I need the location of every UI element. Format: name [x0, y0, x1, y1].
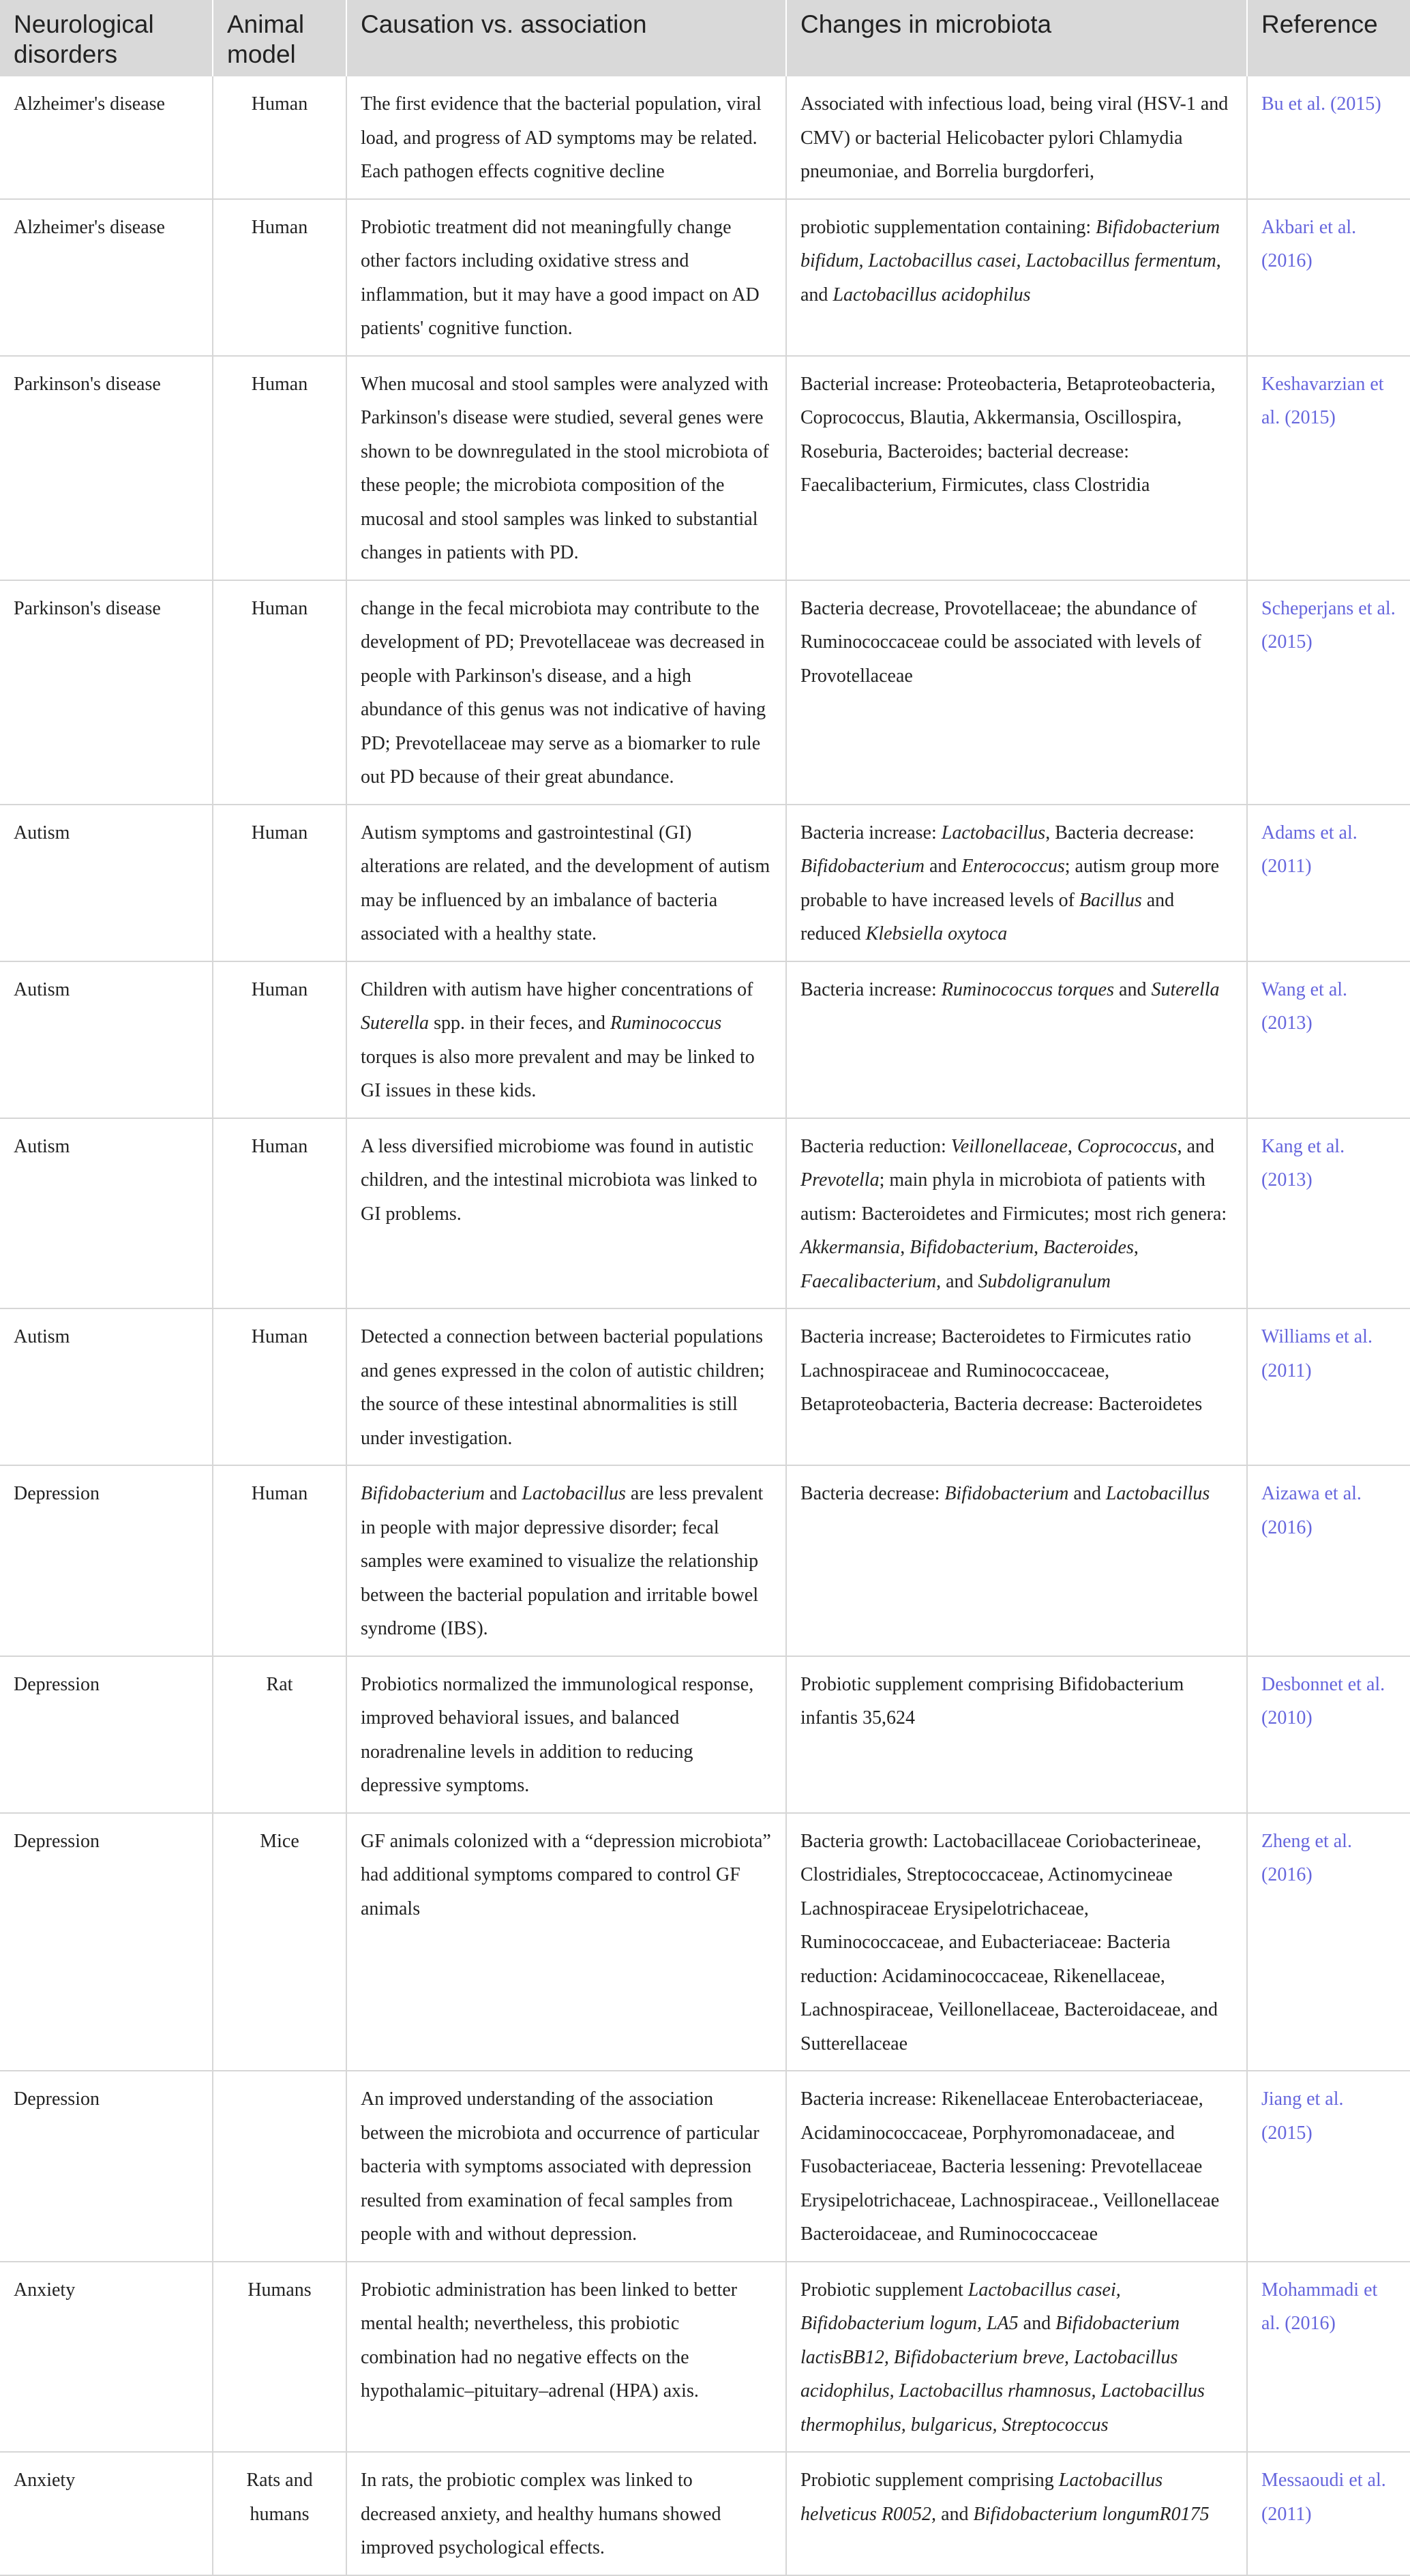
cell-disorder: Alzheimer's disease — [14, 216, 165, 238]
table-row — [0, 1308, 1410, 1465]
cell-causation-segment: are less prevalent in people with major depressive disorder; fecal samples were examined to visualize the relationship between the bacterial population and irritable bowel syndrome (IBS). — [361, 1483, 764, 1639]
cell-microbiota-changes-segment: , — [1133, 1237, 1139, 1258]
table-row — [0, 2452, 1410, 2575]
table-row — [0, 805, 1410, 961]
cell-reference: Aizawa et al. (2016) — [1247, 1465, 1410, 1656]
header-changes: Changes in microbiota — [786, 0, 1247, 76]
cell-disorder: Parkinson's disease — [14, 373, 161, 395]
cell-microbiota-changes — [786, 1465, 1247, 1656]
cell-microbiota-changes-segment: Lactobacillus acidophilus — [832, 284, 1031, 305]
cell-microbiota-changes-segment: Faecalibacterium — [800, 1270, 937, 1292]
cell-microbiota-changes-segment: ; main phyla in microbiota of patients with autism: Bacteroidetes and Firmicutes; most rich genera: — [800, 1169, 1227, 1225]
cell-animal-model: Human — [213, 1118, 346, 1309]
cell-causation: A less diversified microbiome was found in autistic children, and the intestinal microbiota was linked to GI problems. — [346, 1118, 786, 1309]
cell-causation: Probiotic treatment did not meaningfully change other factors including oxidative stress and inflammation, but it may have a good impact on AD patients' cognitive function. — [346, 199, 786, 356]
cell-microbiota-changes — [786, 805, 1247, 961]
cell-animal-model: Humans — [213, 2262, 346, 2453]
cell-animal-model: Human — [213, 580, 346, 805]
cell-microbiota-changes — [786, 2262, 1247, 2453]
table-body — [0, 76, 1410, 2575]
cell-animal-model: Human — [213, 1308, 346, 1465]
cell-microbiota-changes-segment: Probiotic supplement comprising — [800, 2470, 1059, 2491]
table-header — [0, 0, 1410, 76]
cell-microbiota-changes-segment: Klebsiella oxytoca — [865, 923, 1008, 944]
cell-microbiota-changes-segment: probiotic supplementation containing: — [800, 216, 1096, 238]
table-row — [0, 76, 1410, 199]
cell-reference: Messaoudi et al. (2011) — [1247, 2452, 1410, 2575]
cell-causation — [346, 1465, 786, 1656]
table-row — [0, 2262, 1410, 2453]
cell-causation: Probiotic administration has been linked to better mental health; nevertheless, this probiotic combination had no negative effects on the hypothalamic–pituitary–adrenal (HPA) axis. — [346, 2262, 786, 2453]
cell-reference: Keshavarzian et al. (2015) — [1247, 356, 1410, 580]
cell-disorder: Alzheimer's disease — [14, 93, 165, 115]
cell-reference: Zheng et al. (2016) — [1247, 1813, 1410, 2071]
cell-animal-model: Human — [213, 356, 346, 580]
cell-microbiota-changes-segment: Veillonellaceae — [950, 1135, 1068, 1157]
cell-microbiota-changes — [786, 2452, 1247, 2575]
cell-microbiota-changes-segment: Bifidobacterium — [800, 856, 925, 877]
cell-microbiota-changes-segment: , and — [936, 1270, 978, 1292]
header-model: Animal model — [213, 0, 346, 76]
cell-causation-segment: Suterella — [361, 1013, 430, 1034]
cell-disorder: Depression — [14, 1673, 100, 1695]
cell-animal-model: Human — [213, 199, 346, 356]
table-row — [0, 2071, 1410, 2262]
cell-microbiota-changes — [786, 199, 1247, 356]
cell-microbiota-changes: Bacteria growth: Lactobacillaceae Coriobacterineae, Clostridiales, Streptococcaceae, Actinomycineae Lachnospiraceae Erysipelotrichaceae, Ruminococcaceae, and Eubacteriaceae: Bacteria reduction: Acidaminococcaceae, Rikenellaceae, Lachnospiraceae, Veillonellaceae, Bacteroidaceae, and Sutterellaceae — [786, 1813, 1247, 2071]
cell-reference: Williams et al. (2011) — [1247, 1308, 1410, 1465]
cell-disorder: Autism — [14, 1135, 70, 1157]
cell-microbiota-changes-segment: and — [1018, 2313, 1056, 2334]
cell-microbiota-changes-segment: Akkermansia — [800, 1237, 901, 1258]
cell-causation: Autism symptoms and gastrointestinal (GI) alterations are related, and the development of autism may be influenced by an imbalance of bacteria associated with a healthy state. — [346, 805, 786, 961]
cell-causation: Detected a connection between bacterial populations and genes expressed in the colon of autistic children; the source of these intestinal abnormalities is still under investigation. — [346, 1308, 786, 1465]
cell-disorder: Autism — [14, 822, 70, 843]
cell-microbiota-changes-segment: Suterella — [1151, 978, 1220, 1000]
cell-animal-model — [213, 2071, 346, 2262]
cell-microbiota-changes-segment: and reduced — [800, 889, 1175, 944]
cell-reference: Scheperjans et al. (2015) — [1247, 580, 1410, 805]
cell-animal-model: Mice — [213, 1813, 346, 2071]
cell-reference: Akbari et al. (2016) — [1247, 199, 1410, 356]
cell-microbiota-changes-segment: , — [1034, 1237, 1044, 1258]
cell-microbiota-changes-segment: Bifidobacterium — [944, 1483, 1069, 1504]
cell-causation-segment: torques is also more prevalent and may be linked to GI issues in these kids. — [361, 1046, 755, 1101]
cell-reference: Jiang et al. (2015) — [1247, 2071, 1410, 2262]
cell-causation-segment: Children with autism have higher concentrations of — [361, 978, 753, 1000]
cell-microbiota-changes-segment: Lactobacillus casei, Bifidobacterium logum, LA5 — [800, 2279, 1121, 2334]
table-row — [0, 199, 1410, 356]
cell-causation: When mucosal and stool samples were analyzed with Parkinson's disease were studied, several genes were shown to be downregulated in the stool microbiota of these people; the microbiota composition of the mucosal and stool samples was linked to substantial changes in patients with PD. — [346, 356, 786, 580]
cell-microbiota-changes-segment: and — [924, 856, 962, 877]
cell-causation: An improved understanding of the association between the microbiota and occurrence of particular bacteria with symptoms associated with depression resulted from examination of fecal samples from people with and without depression. — [346, 2071, 786, 2262]
cell-microbiota-changes: Associated with infectious load, being viral (HSV-1 and CMV) or bacterial Helicobacter pylori Chlamydia pneumoniae, and Borrelia burgdorferi, — [786, 76, 1247, 199]
table-row — [0, 1118, 1410, 1309]
cell-causation — [346, 961, 786, 1118]
cell-animal-model: Rat — [213, 1656, 346, 1813]
header-row — [0, 0, 1410, 76]
cell-disorder: Parkinson's disease — [14, 597, 161, 619]
cell-causation: The first evidence that the bacterial population, viral load, and progress of AD symptoms may be related. Each pathogen effects cognitive decline — [346, 76, 786, 199]
cell-reference: Bu et al. (2015) — [1247, 76, 1410, 199]
cell-microbiota-changes-segment: Bifidobacterium bifidum, Lactobacillus casei, Lactobacillus fermentum — [800, 216, 1220, 271]
cell-microbiota-changes: Bacterial increase: Proteobacteria, Betaproteobacteria, Coprococcus, Blautia, Akkermansia, Oscillospira, Roseburia, Bacteroides; bacterial decrease: Faecalibacterium, Firmicutes, class Clostridia — [786, 356, 1247, 580]
cell-causation-segment: Lactobacillus — [522, 1483, 626, 1504]
table-row — [0, 1813, 1410, 2071]
cell-microbiota-changes-segment: Bacteroides — [1043, 1237, 1134, 1258]
cell-microbiota-changes-segment: Bacteria reduction: — [800, 1135, 951, 1157]
cell-microbiota-changes-segment: , — [1067, 1135, 1077, 1157]
cell-microbiota-changes-segment: Lactobacillus helveticus R0052, — [800, 2470, 1163, 2525]
cell-microbiota-changes-segment: Probiotic supplement — [800, 2279, 968, 2301]
cell-disorder: Depression — [14, 1483, 100, 1504]
cell-microbiota-changes: Bacteria increase: Rikenellaceae Enterobacteriaceae, Acidaminococcaceae, Porphyromonadaceae, and Fusobacteriaceae, Bacteria lessening: Prevotellaceae Erysipelotrichaceae, Lachnospiraceae., Veillonellaceae Bacteroidaceae, and Ruminococcaceae — [786, 2071, 1247, 2262]
cell-disorder: Anxiety — [14, 2470, 76, 2491]
cell-microbiota-changes: Bacteria increase; Bacteroidetes to Firmicutes ratio Lachnospiraceae and Ruminococcaceae, Betaproteobacteria, Bacteria decrease: Bacteroidetes — [786, 1308, 1247, 1465]
cell-microbiota-changes-segment: Bacillus — [1079, 889, 1142, 911]
cell-reference: Mohammadi et al. (2016) — [1247, 2262, 1410, 2453]
cell-microbiota-changes-segment: , — [900, 1237, 910, 1258]
cell-microbiota-changes-segment: Bifidobacterium — [910, 1237, 1034, 1258]
cell-microbiota-changes: Probiotic supplement comprising Bifidobacterium infantis 35,624 — [786, 1656, 1247, 1813]
cell-microbiota-changes-segment: Lactobacillus — [941, 822, 1046, 843]
cell-microbiota-changes-segment: Bifidobacterium lactisBB12, Bifidobacterium breve, Lactobacillus acidophilus, Lactobacillus rhamnosus, Lactobacillus thermophilus, bulgaricus, Streptococcus — [800, 2313, 1205, 2436]
table-row — [0, 580, 1410, 805]
cell-reference: Adams et al. (2011) — [1247, 805, 1410, 961]
header-causation: Causation vs. association — [346, 0, 786, 76]
cell-animal-model: Rats and humans — [213, 2452, 346, 2575]
cell-microbiota-changes — [786, 961, 1247, 1118]
cell-causation-segment: Ruminococcus — [610, 1013, 722, 1034]
cell-reference: Wang et al. (2013) — [1247, 961, 1410, 1118]
cell-microbiota-changes-segment: Bacteria decrease: — [800, 1483, 945, 1504]
cell-microbiota-changes-segment: Lactobacillus — [1105, 1483, 1210, 1504]
cell-reference: Desbonnet et al. (2010) — [1247, 1656, 1410, 1813]
cell-animal-model: Human — [213, 805, 346, 961]
cell-animal-model: Human — [213, 76, 346, 199]
cell-microbiota-changes-segment: Bifidobacterium longumR0175 — [973, 2503, 1210, 2525]
cell-reference: Kang et al. (2013) — [1247, 1118, 1410, 1309]
cell-microbiota-changes-segment: Bacteria increase: — [800, 978, 942, 1000]
cell-animal-model: Human — [213, 961, 346, 1118]
cell-causation: change in the fecal microbiota may contribute to the development of PD; Prevotellaceae was decreased in people with Parkinson's disease, and a high abundance of this genus was not indicative of having PD; Prevotellaceae may serve as a biomarker to rule out PD because of their great abundance. — [346, 580, 786, 805]
cell-microbiota-changes-segment: Prevotella — [800, 1169, 880, 1190]
table-row — [0, 1465, 1410, 1656]
cell-causation-segment: spp. in their feces, and — [429, 1013, 610, 1034]
cell-microbiota-changes-segment: Bacteria increase: — [800, 822, 942, 843]
cell-microbiota-changes-segment: Subdoligranulum — [978, 1270, 1111, 1292]
header-disorder: Neurological disorders — [14, 10, 154, 68]
cell-causation: Probiotics normalized the immunological response, improved behavioral issues, and balanced noradrenaline levels in addition to reducing depressive symptoms. — [346, 1656, 786, 1813]
table-row — [0, 356, 1410, 580]
cell-disorder: Depression — [14, 1830, 100, 1852]
cell-microbiota-changes: Bacteria decrease, Provotellaceae; the abundance of Ruminococcaceae could be associated with levels of Provotellaceae — [786, 580, 1247, 805]
cell-causation-segment: Bifidobacterium — [361, 1483, 485, 1504]
cell-disorder: Autism — [14, 1326, 70, 1347]
cell-disorder: Autism — [14, 978, 70, 1000]
cell-causation-segment: and — [484, 1483, 522, 1504]
cell-causation: GF animals colonized with a “depression microbiota” had additional symptoms compared to control GF animals — [346, 1813, 786, 2071]
cell-microbiota-changes-segment: and — [1068, 1483, 1106, 1504]
cell-animal-model: Human — [213, 1465, 346, 1656]
cell-microbiota-changes-segment: Ruminococcus torques — [941, 978, 1115, 1000]
cell-microbiota-changes-segment: , and — [1177, 1135, 1214, 1157]
cell-disorder: Depression — [14, 2088, 100, 2110]
table-row — [0, 1656, 1410, 1813]
cell-microbiota-changes-segment: and — [1114, 978, 1152, 1000]
cell-microbiota-changes-segment: and — [936, 2503, 974, 2525]
cell-microbiota-changes-segment: , and — [800, 250, 1221, 305]
table-row — [0, 961, 1410, 1118]
cell-microbiota-changes-segment: Coprococcus — [1077, 1135, 1178, 1157]
cell-microbiota-changes-segment: Enterococcus — [961, 856, 1065, 877]
cell-disorder: Anxiety — [14, 2279, 76, 2301]
cell-microbiota-changes-segment: , Bacteria decrease: — [1045, 822, 1195, 843]
cell-microbiota-changes — [786, 1118, 1247, 1309]
header-reference: Reference — [1247, 0, 1410, 76]
cell-microbiota-changes-segment: ; autism group more probable to have increased levels of — [800, 856, 1220, 911]
cell-causation: In rats, the probiotic complex was linked to decreased anxiety, and healthy humans showed improved psychological effects. — [346, 2452, 786, 2575]
